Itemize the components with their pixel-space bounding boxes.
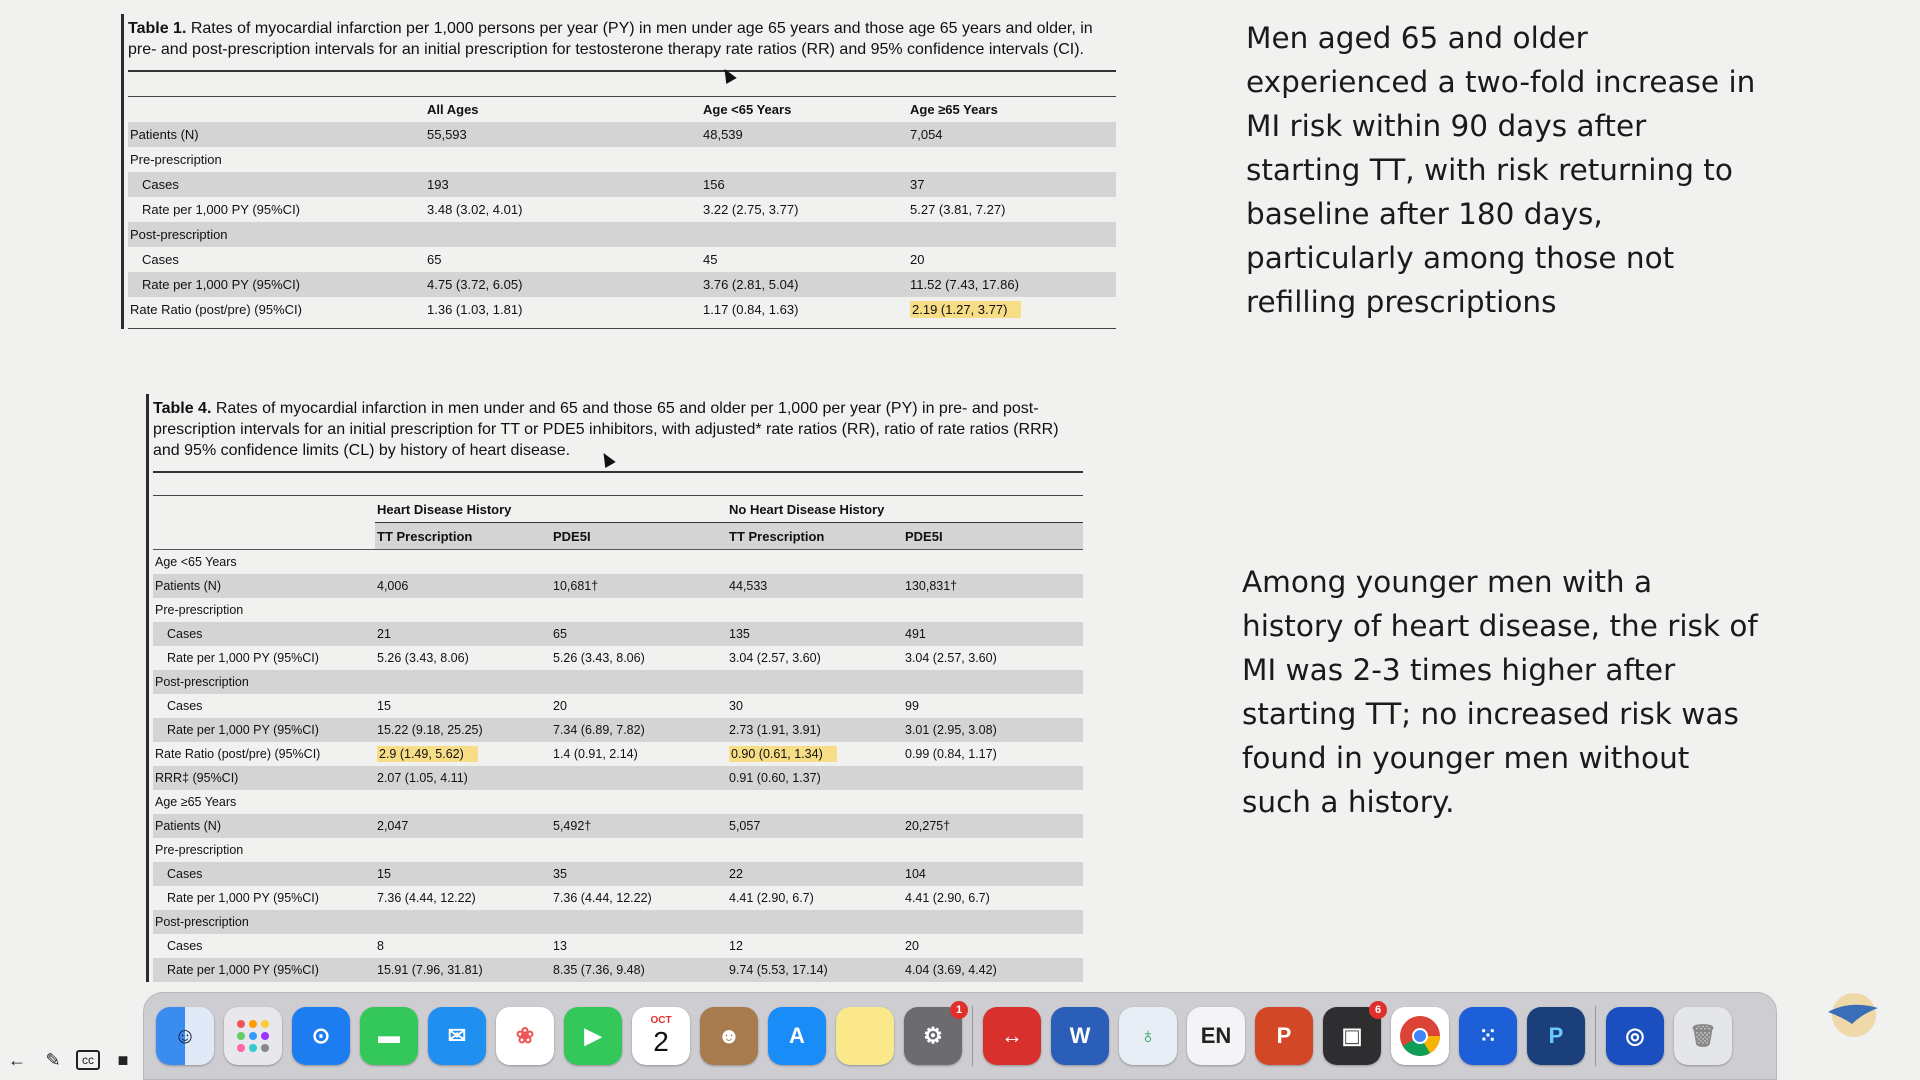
- table-row: [153, 766, 1083, 790]
- cell: 3.04 (2.57, 3.60): [905, 651, 997, 665]
- cell: [375, 742, 551, 766]
- cell: 7.36 (4.44, 12.22): [553, 891, 652, 905]
- dock-separator: [972, 1006, 973, 1066]
- contacts-icon[interactable]: ☻: [700, 1007, 758, 1065]
- row-label: Cases: [167, 699, 203, 713]
- cell: 5.26 (3.43, 8.06): [553, 651, 645, 665]
- cell: 8.35 (7.36, 9.48): [551, 958, 727, 982]
- cell: 15.22 (9.18, 25.25): [375, 718, 551, 742]
- table-1-caption: [124, 14, 1116, 64]
- dots-app-icon[interactable]: ⁙: [1459, 1007, 1517, 1065]
- row-label: Cases: [153, 862, 375, 886]
- table-row: [153, 934, 1083, 958]
- cell: 30: [729, 699, 743, 713]
- finder-icon[interactable]: ☺: [156, 1007, 214, 1065]
- table-header: [128, 97, 425, 122]
- row-label: RRR‡ (95%CI): [153, 766, 375, 790]
- cell: 3.76 (2.81, 5.04): [701, 272, 908, 297]
- cell: 15: [377, 699, 391, 713]
- table-header: All Ages: [427, 102, 479, 117]
- messages-icon[interactable]: ▬: [360, 1007, 418, 1065]
- table-4-caption-text: Rates of myocardial infarction in men under and 65 and those 65 and older per 1,000 per year (PY) in pre- and post-prescription intervals for an initial prescription for TT or PDE5 inhibitors, with adjusted* rate ratios (RR), ratio of rate ratios (RRR) and 95% confidence limits (CL) by history of heart disease.: [153, 400, 1059, 459]
- cell: 45: [703, 252, 718, 267]
- table-row: [153, 670, 1083, 694]
- cell: 20: [910, 252, 925, 267]
- cell: 10,681†: [551, 574, 727, 598]
- cell: 491: [903, 622, 1083, 646]
- cell: [551, 766, 727, 790]
- table-row: [153, 646, 1083, 670]
- cell: 1.4 (0.91, 2.14): [553, 747, 638, 761]
- cell: 9.74 (5.53, 17.14): [727, 958, 903, 982]
- calendar-month: OCT: [650, 1015, 672, 1026]
- table-row: [153, 574, 1083, 598]
- highlighted-value: 0.90 (0.61, 1.34): [729, 746, 837, 762]
- pencil-icon[interactable]: ✎: [45, 1049, 61, 1070]
- cell: 1.17 (0.84, 1.63): [703, 302, 799, 317]
- photos-icon[interactable]: ❀: [496, 1007, 554, 1065]
- cell: [908, 297, 1116, 322]
- cell: 7,054: [908, 122, 1116, 147]
- captions-icon[interactable]: cc: [76, 1050, 100, 1070]
- cell: 12: [729, 939, 743, 953]
- cell: 20: [905, 939, 919, 953]
- cell: 55,593: [425, 122, 701, 147]
- row-label: Rate per 1,000 PY (95%CI): [128, 272, 425, 297]
- cell: 3.48 (3.02, 4.01): [427, 202, 523, 217]
- cell: 1.36 (1.03, 1.81): [427, 302, 523, 317]
- folder-app-icon[interactable]: ▣ 6: [1323, 1007, 1381, 1065]
- trash-icon[interactable]: 🗑: [1674, 1007, 1732, 1065]
- row-label: Rate per 1,000 PY (95%CI): [153, 718, 375, 742]
- cell: 44,533: [727, 574, 903, 598]
- cell: 7.36 (4.44, 12.22): [377, 891, 476, 905]
- cell: 4,006: [375, 574, 551, 598]
- group-header: No Heart Disease History: [727, 496, 1083, 523]
- cell: 4.41 (2.90, 6.7): [729, 891, 814, 905]
- divider: [128, 328, 1116, 329]
- facetime-icon[interactable]: ▶: [564, 1007, 622, 1065]
- row-label: Age ≥65 Years: [155, 795, 237, 809]
- downloads-stack-icon[interactable]: ◎: [1606, 1007, 1664, 1065]
- table-header: Age <65 Years: [703, 102, 792, 117]
- word-label: W: [1069, 1023, 1091, 1048]
- notes-icon[interactable]: [836, 1007, 894, 1065]
- cell: 5,057: [727, 814, 903, 838]
- highlighted-value: 2.9 (1.49, 5.62): [377, 746, 478, 762]
- cell: 3.22 (2.75, 3.77): [703, 202, 799, 217]
- table-row: [128, 222, 1116, 247]
- row-label: Patients (N): [153, 814, 375, 838]
- cell: 7.34 (6.89, 7.82): [551, 718, 727, 742]
- sub-header: TT Prescription: [375, 523, 551, 550]
- sub-header: PDE5I: [551, 523, 727, 550]
- table-row: [153, 886, 1083, 910]
- cell: 20,275†: [903, 814, 1083, 838]
- system-settings-icon[interactable]: ⚙ 1: [904, 1007, 962, 1065]
- table-row: [153, 598, 1083, 622]
- input-source-icon[interactable]: [1187, 1007, 1245, 1065]
- word-icon[interactable]: [1051, 1007, 1109, 1065]
- notification-badge: 1: [950, 1001, 968, 1019]
- table-row: [153, 862, 1083, 886]
- calendar-icon[interactable]: [632, 1007, 690, 1065]
- sub-header: TT Prescription: [727, 523, 903, 550]
- table-row: [153, 622, 1083, 646]
- back-icon[interactable]: ←: [8, 1049, 26, 1070]
- highlighted-value: 2.19 (1.27, 3.77): [910, 301, 1021, 318]
- table-row: [128, 272, 1116, 297]
- row-label: Pre-prescription: [155, 843, 244, 857]
- powerpoint-label: P: [1276, 1023, 1292, 1048]
- bird-logo-icon: [1822, 990, 1886, 1040]
- row-label: Pre-prescription: [130, 152, 222, 167]
- table-4: [146, 394, 1083, 982]
- group-header: Heart Disease History: [375, 496, 727, 523]
- table-row: [153, 742, 1083, 766]
- table-row: [153, 694, 1083, 718]
- cell: 135: [727, 622, 903, 646]
- cell: 3.01 (2.95, 3.08): [903, 718, 1083, 742]
- row-label: Post-prescription: [153, 910, 375, 934]
- cell: 104: [903, 862, 1083, 886]
- cell: 65: [551, 622, 727, 646]
- chrome-icon[interactable]: [1391, 1007, 1449, 1065]
- cell: 35: [551, 862, 727, 886]
- cell: 2.73 (1.91, 3.91): [727, 718, 903, 742]
- publisher-icon[interactable]: P: [1527, 1007, 1585, 1065]
- dock: [143, 992, 1777, 1080]
- remote-desktop-icon[interactable]: ↔: [983, 1007, 1041, 1065]
- globe-app-icon[interactable]: ♁: [1119, 1007, 1177, 1065]
- row-label: Age <65 Years: [155, 555, 237, 569]
- table-row: [128, 197, 1116, 222]
- cell: 15: [375, 862, 551, 886]
- cell: 22: [727, 862, 903, 886]
- cell: 4.75 (3.72, 6.05): [425, 272, 701, 297]
- cell: 11.52 (7.43, 17.86): [908, 272, 1116, 297]
- table-header: Age ≥65 Years: [910, 102, 998, 117]
- cell: 5.26 (3.43, 8.06): [377, 651, 469, 665]
- row-label: Post-prescription: [128, 222, 425, 247]
- table-row: [153, 790, 1083, 814]
- cell: 4.04 (3.69, 4.42): [903, 958, 1083, 982]
- camera-icon[interactable]: ■: [117, 1049, 129, 1070]
- table-1-grid: [128, 97, 1116, 322]
- row-label: Cases: [128, 172, 425, 197]
- dock-separator: [1595, 1006, 1596, 1066]
- table-row: [153, 814, 1083, 838]
- row-label: Pre-prescription: [155, 603, 244, 617]
- cell: 8: [377, 939, 384, 953]
- row-label: Patients (N): [128, 122, 425, 147]
- cell: 2.07 (1.05, 4.11): [375, 766, 551, 790]
- table-row: [128, 122, 1116, 147]
- cell: 15.91 (7.96, 31.81): [375, 958, 551, 982]
- table-row: [153, 910, 1083, 934]
- launchpad-icon[interactable]: [224, 1007, 282, 1065]
- row-label: Rate Ratio (post/pre) (95%CI): [155, 747, 321, 761]
- table-row: [128, 172, 1116, 197]
- cell: 193: [425, 172, 701, 197]
- table-row: [128, 297, 1116, 322]
- table-4-grid: [153, 496, 1083, 982]
- cell: 2,047: [375, 814, 551, 838]
- note-top: Men aged 65 and older experienced a two-fold increase in MI risk within 90 days after starting TT, with risk returning to baseline after 180 days, particularly among those not refilling prescriptions: [1246, 21, 1756, 319]
- row-label: Rate per 1,000 PY (95%CI): [142, 202, 301, 217]
- table-1: [121, 14, 1116, 329]
- row-label: Post-prescription: [153, 670, 375, 694]
- cell: 21: [375, 622, 551, 646]
- mail-icon[interactable]: ✉: [428, 1007, 486, 1065]
- notification-badge: 6: [1369, 1001, 1387, 1019]
- table-row: [128, 147, 1116, 172]
- table-row: [153, 958, 1083, 982]
- row-label: Cases: [167, 939, 203, 953]
- cell: 3.04 (2.57, 3.60): [729, 651, 821, 665]
- table-row: [153, 550, 1083, 575]
- row-label: Patients (N): [153, 574, 375, 598]
- note-bottom: Among younger men with a history of heart disease, the risk of MI was 2-3 times higher after starting TT; no increased risk was found in younger men without such a history.: [1242, 565, 1758, 819]
- row-label: Cases: [142, 252, 179, 267]
- row-label: Rate Ratio (post/pre) (95%CI): [130, 302, 302, 317]
- table-4-caption-label: Table 4.: [153, 400, 212, 417]
- cell: 5.27 (3.81, 7.27): [910, 202, 1006, 217]
- cell: 5,492†: [551, 814, 727, 838]
- cell: 0.99 (0.84, 1.17): [905, 747, 997, 761]
- row-label: Rate per 1,000 PY (95%CI): [167, 651, 319, 665]
- cell: [727, 742, 903, 766]
- row-label: Rate per 1,000 PY (95%CI): [153, 958, 375, 982]
- input-source-label: EN: [1200, 1023, 1232, 1048]
- table-1-caption-text: Rates of myocardial infarction per 1,000 persons per year (PY) in men under age 65 years and those age 65 years and older, in pre- and post-prescription intervals for an initial prescription for testosterone therapy rate ratios (RR) and 95% confidence intervals (CI).: [128, 20, 1093, 58]
- cell: 13: [553, 939, 567, 953]
- cell: 65: [427, 252, 442, 267]
- table-4-caption: [149, 394, 1083, 465]
- cell: 20: [553, 699, 567, 713]
- cell: 0.91 (0.60, 1.37): [727, 766, 903, 790]
- cell: 48,539: [701, 122, 908, 147]
- cell: 130,831†: [903, 574, 1083, 598]
- sub-header: PDE5I: [903, 523, 1083, 550]
- cell: 99: [905, 699, 919, 713]
- cell: 156: [701, 172, 908, 197]
- powerpoint-icon[interactable]: [1255, 1007, 1313, 1065]
- app-store-icon[interactable]: A: [768, 1007, 826, 1065]
- table-row: [128, 247, 1116, 272]
- player-controls: [4, 1048, 136, 1072]
- table-row: [153, 838, 1083, 862]
- table-row: [153, 718, 1083, 742]
- row-label: Rate per 1,000 PY (95%CI): [167, 891, 319, 905]
- cell: 37: [908, 172, 1116, 197]
- row-label: Cases: [153, 622, 375, 646]
- safari-icon[interactable]: ⊙: [292, 1007, 350, 1065]
- table-1-caption-label: Table 1.: [128, 20, 187, 37]
- cell: 4.41 (2.90, 6.7): [905, 891, 990, 905]
- calendar-day: 2: [653, 1026, 669, 1057]
- cell: [903, 766, 1083, 790]
